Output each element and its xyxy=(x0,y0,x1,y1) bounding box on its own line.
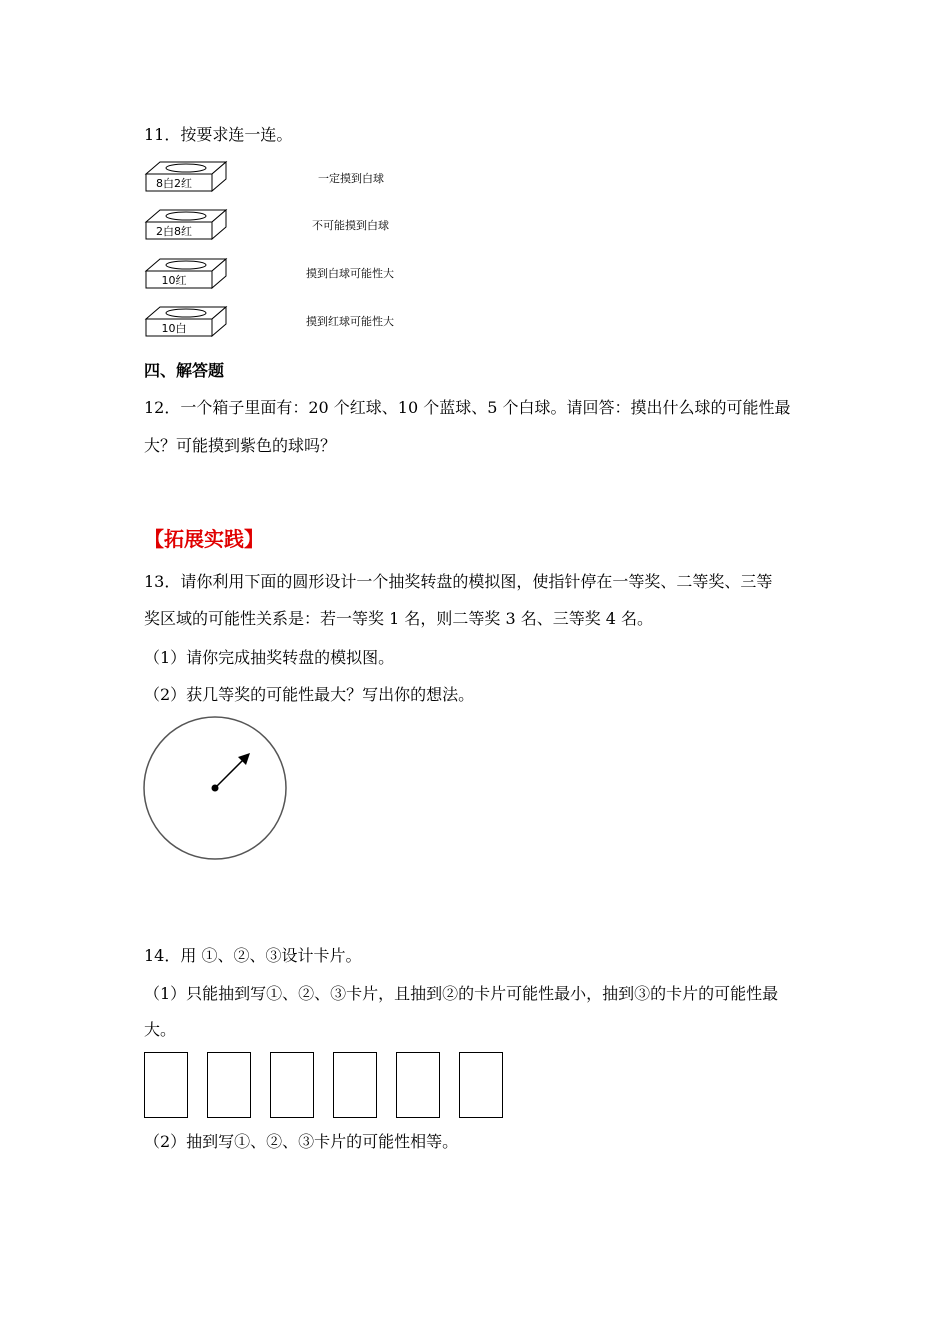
blank-card xyxy=(270,1052,314,1118)
q14-part2: （2）抽到写①、②、③卡片的可能性相等。 xyxy=(144,1132,459,1151)
box-item xyxy=(144,305,444,339)
q13-line1: 13．请你利用下面的圆形设计一个抽奖转盘的模拟图，使指针停在一等奖、二等奖、三等 xyxy=(144,572,773,591)
option-label: 不可能摸到白球 xyxy=(312,219,389,232)
spinner-wheel xyxy=(142,715,290,863)
q13-part1: （1）请你完成抽奖转盘的模拟图。 xyxy=(144,648,395,667)
section-heading: 四、解答题 xyxy=(144,361,225,380)
q13-line2: 奖区域的可能性关系是：若一等奖 1 名，则二等奖 3 名、三等奖 4 名。 xyxy=(144,609,654,628)
q14-title: 14．用 ①、②、③设计卡片。 xyxy=(144,946,362,965)
q13-part2: （2）获几等奖的可能性最大？写出你的想法。 xyxy=(144,685,475,704)
q11-title: 11．按要求连一连。 xyxy=(144,125,293,144)
box-item xyxy=(144,257,444,291)
option-label: 一定摸到白球 xyxy=(318,172,384,185)
option-label: 摸到白球可能性大 xyxy=(306,267,394,280)
extension-heading: 【拓展实践】 xyxy=(144,527,264,551)
blank-card xyxy=(144,1052,188,1118)
blank-card xyxy=(396,1052,440,1118)
box-label: 10白 xyxy=(161,322,187,335)
box-label: 2白8红 xyxy=(156,225,192,238)
q14-part1-line2: 大。 xyxy=(144,1020,177,1039)
q14-part1-line1: （1）只能抽到写①、②、③卡片，且抽到②的卡片可能性最小，抽到③的卡片的可能性最 xyxy=(144,984,779,1003)
blank-card xyxy=(459,1052,503,1118)
q12-line2: 大？可能摸到紫色的球吗？ xyxy=(144,436,337,455)
box-label: 10红 xyxy=(161,274,187,287)
box-label: 8白2红 xyxy=(156,177,192,190)
box-item xyxy=(144,208,444,242)
q12-line1: 12．一个箱子里面有：20 个红球、10 个蓝球、5 个白球。请回答：摸出什么球的可能性最 xyxy=(144,398,791,417)
box-item xyxy=(144,160,444,194)
option-label: 摸到红球可能性大 xyxy=(306,315,394,328)
blank-card xyxy=(333,1052,377,1118)
blank-card xyxy=(207,1052,251,1118)
